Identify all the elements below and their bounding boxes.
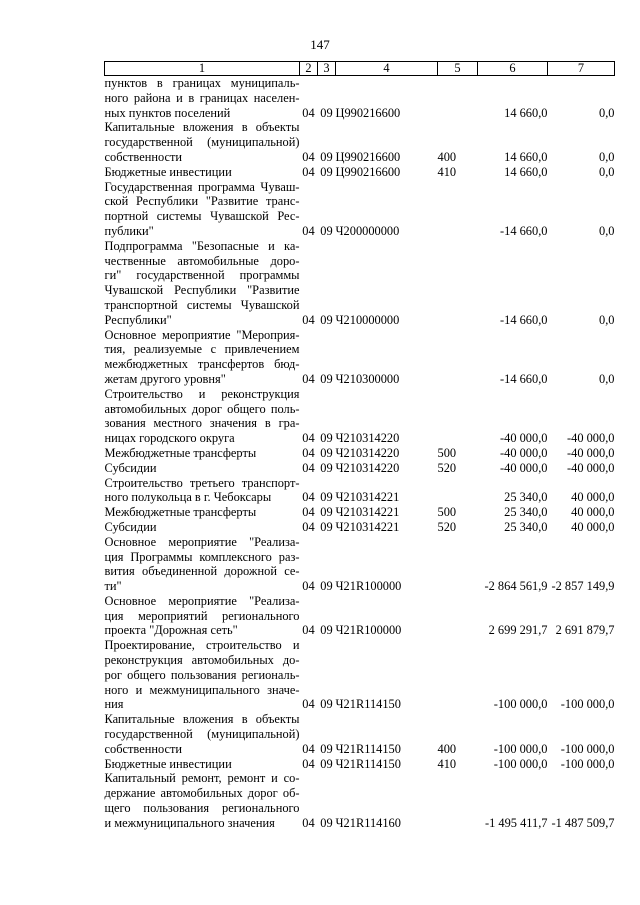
section-code-cell: 04 [302, 697, 315, 712]
section-code-cell: 04 [302, 105, 315, 120]
target-article-cell: Ч21R114160 [335, 815, 401, 830]
section-code-cell: 04 [302, 623, 315, 638]
row-name-line: Капитальный ремонт, ремонт и со- [104, 771, 300, 786]
row-name-line: Капитальные вложения в объекты [104, 120, 300, 135]
target-article-cell: Ч21R114150 [335, 756, 401, 771]
row-name-line: Проектирование, строительство и [104, 638, 300, 653]
row-name-cell [105, 165, 300, 180]
row-name-cell [105, 387, 300, 446]
subsection-code-cell: 09 [320, 445, 333, 460]
row-name-line: Субсидии [104, 460, 157, 475]
amount-year-1-cell: 25 340,0 [504, 519, 548, 534]
subsection-code-cell: 09 [320, 623, 333, 638]
expense-type-cell [438, 387, 478, 446]
expense-type-cell [438, 535, 478, 594]
section-code-cell: 04 [302, 460, 315, 475]
row-name-line: Основное мероприятие "Мероприя- [104, 327, 300, 342]
row-name-line: Основное мероприятие "Реализа- [104, 593, 300, 608]
row-name-line: портной системы Чувашской Рес- [104, 209, 300, 224]
target-article-cell: Ц990216600 [335, 164, 401, 179]
expense-type-cell [438, 638, 478, 712]
row-name-line: публики" [104, 223, 154, 238]
expense-type-cell [438, 771, 478, 830]
amount-year-2-cell: -100 000,0 [560, 756, 615, 771]
section-code-cell: 04 [302, 519, 315, 534]
amount-year-1-cell: -100 000,0 [493, 756, 548, 771]
amount-year-2-cell: -1 487 509,7 [551, 815, 615, 830]
row-name-line: транспортной системы Чувашской [104, 297, 300, 312]
target-article-cell: Ч210314220 [335, 460, 400, 475]
subsection-code-cell: 09 [320, 741, 333, 756]
table-row [105, 757, 615, 772]
page-number: 147 [310, 37, 330, 52]
section-code-cell: 04 [302, 505, 315, 520]
header-col-2: 2 [300, 62, 318, 76]
amount-year-2-cell: -40 000,0 [567, 431, 615, 446]
amount-year-2-cell: -2 857 149,9 [551, 579, 615, 594]
row-name-line: государственной (муниципальной) [104, 727, 300, 742]
amount-year-1-cell: 14 660,0 [504, 164, 548, 179]
amount-year-2-cell: -40 000,0 [567, 445, 615, 460]
table-row [105, 505, 615, 520]
amount-year-1-cell: -100 000,0 [493, 741, 548, 756]
amount-year-2-cell: 40 000,0 [571, 505, 615, 520]
row-name-cell [105, 328, 300, 387]
expense-type-cell: 410 [437, 756, 457, 771]
table-row [105, 476, 615, 506]
row-name-line: государственной (муниципальной) [104, 135, 300, 150]
expense-type-cell: 410 [437, 164, 457, 179]
amount-year-2-cell: 0,0 [599, 164, 615, 179]
header-col-7: 7 [548, 62, 615, 76]
expense-type-cell: 520 [437, 460, 457, 475]
amount-year-2-cell: 0,0 [599, 105, 615, 120]
target-article-cell: Ч200000000 [335, 223, 400, 238]
amount-year-1-cell: 25 340,0 [504, 490, 548, 505]
expense-type-cell: 400 [437, 741, 457, 756]
row-name-cell [105, 712, 300, 756]
table-row [105, 120, 615, 164]
row-name-line: ных пунктов поселений [104, 105, 231, 120]
section-code-cell: 04 [302, 815, 315, 830]
amount-year-2-cell: 0,0 [599, 223, 615, 238]
expense-type-cell [438, 76, 478, 121]
target-article-cell: Ч21R114150 [335, 697, 401, 712]
target-article-cell: Ч210314221 [335, 519, 400, 534]
subsection-code-cell: 09 [320, 697, 333, 712]
row-name-cell [105, 771, 300, 830]
target-article-cell: Ч210314220 [335, 445, 400, 460]
row-name-line: ти" [104, 579, 122, 594]
expense-type-cell: 500 [437, 505, 457, 520]
subsection-code-cell: 09 [320, 312, 333, 327]
table-row [105, 239, 615, 328]
header-col-4: 4 [336, 62, 438, 76]
section-code-cell: 04 [302, 312, 315, 327]
row-name-line: ного полукольца в г. Чебоксары [104, 490, 272, 505]
header-col-3: 3 [318, 62, 336, 76]
row-name-line: ного района и в границах населен- [104, 90, 300, 105]
section-code-cell: 04 [302, 579, 315, 594]
expense-type-cell: 520 [437, 519, 457, 534]
amount-year-2-cell: -40 000,0 [567, 460, 615, 475]
row-name-cell [105, 446, 300, 461]
target-article-cell: Ч21R114150 [335, 741, 401, 756]
table-row [105, 594, 615, 638]
amount-year-2-cell: 0,0 [599, 371, 615, 386]
row-name-line: держание автомобильных дорог об- [104, 786, 300, 801]
row-name-line: Строительство и реконструкция [104, 386, 300, 401]
row-name-line: автомобильных дорог общего поль- [104, 401, 300, 416]
row-name-cell [105, 476, 300, 506]
row-name-line: ция мероприятий регионального [104, 608, 300, 623]
amount-year-1-cell: 14 660,0 [504, 105, 548, 120]
amount-year-1-cell: -40 000,0 [500, 445, 548, 460]
table-row [105, 180, 615, 239]
row-name-cell [105, 120, 300, 164]
row-name-line: Бюджетные инвестиции [104, 756, 232, 771]
section-code-cell: 04 [302, 756, 315, 771]
row-name-cell [105, 757, 300, 772]
row-name-cell [105, 520, 300, 535]
section-code-cell: 04 [302, 371, 315, 386]
table-row [105, 387, 615, 446]
header-row [105, 62, 615, 76]
row-name-line: межбюджетных трансфертов бюд- [104, 357, 300, 372]
row-name-line: ги" государственной программы [104, 268, 300, 283]
subsection-code-cell: 09 [320, 505, 333, 520]
subsection-code-cell: 09 [320, 490, 333, 505]
row-name-line: ницах городского округа [104, 431, 235, 446]
expense-type-cell [438, 239, 478, 328]
row-name-line: Подпрограмма "Безопасные и ка- [104, 238, 300, 253]
amount-year-1-cell: 14 660,0 [504, 149, 548, 164]
header-col-1: 1 [105, 62, 300, 76]
subsection-code-cell: 09 [320, 164, 333, 179]
subsection-code-cell: 09 [320, 149, 333, 164]
table-row [105, 165, 615, 180]
amount-year-2-cell: 2 691 879,7 [555, 623, 615, 638]
target-article-cell: Ч21R100000 [335, 579, 402, 594]
amount-year-1-cell: -14 660,0 [500, 223, 548, 238]
row-name-cell [105, 594, 300, 638]
row-name-line: реконструкция автомобильных до- [104, 653, 300, 668]
table-row [105, 535, 615, 594]
table-header [105, 62, 615, 76]
table-row [105, 712, 615, 756]
target-article-cell: Ц990216600 [335, 149, 401, 164]
row-name-line: чественные автомобильные доро- [104, 253, 300, 268]
row-name-line: проекта "Дорожная сеть" [104, 623, 238, 638]
target-article-cell: Ч210314221 [335, 490, 400, 505]
subsection-code-cell: 09 [320, 579, 333, 594]
section-code-cell: 04 [302, 223, 315, 238]
row-name-line: Республики" [104, 312, 172, 327]
section-code-cell: 04 [302, 490, 315, 505]
row-name-line: Строительство третьего транспорт- [104, 475, 300, 490]
row-name-line: Бюджетные инвестиции [104, 164, 232, 179]
row-name-line: ция Программы комплексного раз- [104, 549, 300, 564]
row-name-cell [105, 638, 300, 712]
section-code-cell: 04 [302, 149, 315, 164]
row-name-line: жетам другого уровня" [104, 371, 226, 386]
row-name-line: щего пользования регионального [104, 801, 300, 816]
row-name-line: ного и межмуниципального значе- [104, 682, 300, 697]
header-col-6: 6 [478, 62, 548, 76]
target-article-cell: Ч210300000 [335, 371, 400, 386]
row-name-line: Субсидии [104, 519, 157, 534]
table-row [105, 520, 615, 535]
row-name-cell [105, 239, 300, 328]
amount-year-1-cell: -14 660,0 [500, 371, 548, 386]
row-name-line: Чувашской Республики "Развитие [104, 283, 300, 298]
section-code-cell: 04 [302, 164, 315, 179]
row-name-line: Межбюджетные трансферты [104, 445, 257, 460]
target-article-cell: Ч210314221 [335, 505, 400, 520]
subsection-code-cell: 09 [320, 431, 333, 446]
row-name-line: ния [104, 697, 124, 712]
amount-year-2-cell: 40 000,0 [571, 490, 615, 505]
section-code-cell: 04 [302, 741, 315, 756]
row-name-line: собственности [104, 149, 183, 164]
expense-type-cell: 400 [437, 149, 457, 164]
row-name-cell [105, 505, 300, 520]
expense-type-cell [438, 180, 478, 239]
expense-type-cell [438, 328, 478, 387]
table-row [105, 328, 615, 387]
row-name-cell [105, 535, 300, 594]
header-col-5: 5 [438, 62, 478, 76]
amount-year-2-cell: 40 000,0 [571, 519, 615, 534]
table-row [105, 76, 615, 121]
subsection-code-cell: 09 [320, 460, 333, 475]
amount-year-2-cell: -100 000,0 [560, 741, 615, 756]
amount-year-1-cell: -40 000,0 [500, 460, 548, 475]
table-row [105, 638, 615, 712]
amount-year-1-cell: -40 000,0 [500, 431, 548, 446]
table-row [105, 461, 615, 476]
subsection-code-cell: 09 [320, 815, 333, 830]
amount-year-2-cell: 0,0 [599, 149, 615, 164]
row-name-line: вития объединенной дорожной се- [104, 564, 300, 579]
amount-year-1-cell: -1 495 411,7 [484, 815, 548, 830]
table-row [105, 771, 615, 830]
table-body [105, 76, 615, 831]
row-name-line: зования местного значения в гра- [104, 416, 300, 431]
expense-type-cell: 500 [437, 445, 457, 460]
amount-year-2-cell: -100 000,0 [560, 697, 615, 712]
amount-year-2-cell: 0,0 [599, 312, 615, 327]
row-name-line: Капитальные вложения в объекты [104, 712, 300, 727]
section-code-cell: 04 [302, 445, 315, 460]
row-name-cell [105, 76, 300, 121]
row-name-line: и межмуниципального значения [104, 815, 275, 830]
budget-table [104, 61, 615, 831]
amount-year-1-cell: -100 000,0 [493, 697, 548, 712]
subsection-code-cell: 09 [320, 223, 333, 238]
amount-year-1-cell: 2 699 291,7 [488, 623, 548, 638]
target-article-cell: Ц990216600 [335, 105, 401, 120]
row-name-line: собственности [104, 741, 183, 756]
amount-year-1-cell: 25 340,0 [504, 505, 548, 520]
expense-type-cell [438, 476, 478, 506]
target-article-cell: Ч210000000 [335, 312, 400, 327]
subsection-code-cell: 09 [320, 756, 333, 771]
row-name-line: пунктов в границах муниципаль- [104, 76, 300, 90]
row-name-line: Основное мероприятие "Реализа- [104, 534, 300, 549]
row-name-line: рог общего пользования региональ- [104, 667, 300, 682]
target-article-cell: Ч21R100000 [335, 623, 402, 638]
target-article-cell: Ч210314220 [335, 431, 400, 446]
row-name-cell [105, 180, 300, 239]
row-name-line: ской Республики "Развитие транс- [104, 194, 300, 209]
row-name-line: тия, реализуемые с привлечением [104, 342, 300, 357]
subsection-code-cell: 09 [320, 105, 333, 120]
table-row [105, 446, 615, 461]
row-name-line: Межбюджетные трансферты [104, 505, 257, 520]
expense-type-cell [438, 594, 478, 638]
subsection-code-cell: 09 [320, 371, 333, 386]
amount-year-1-cell: -14 660,0 [500, 312, 548, 327]
row-name-cell [105, 461, 300, 476]
row-name-line: Государственная программа Чуваш- [104, 179, 300, 194]
subsection-code-cell: 09 [320, 519, 333, 534]
section-code-cell: 04 [302, 431, 315, 446]
amount-year-1-cell: -2 864 561,9 [484, 579, 548, 594]
